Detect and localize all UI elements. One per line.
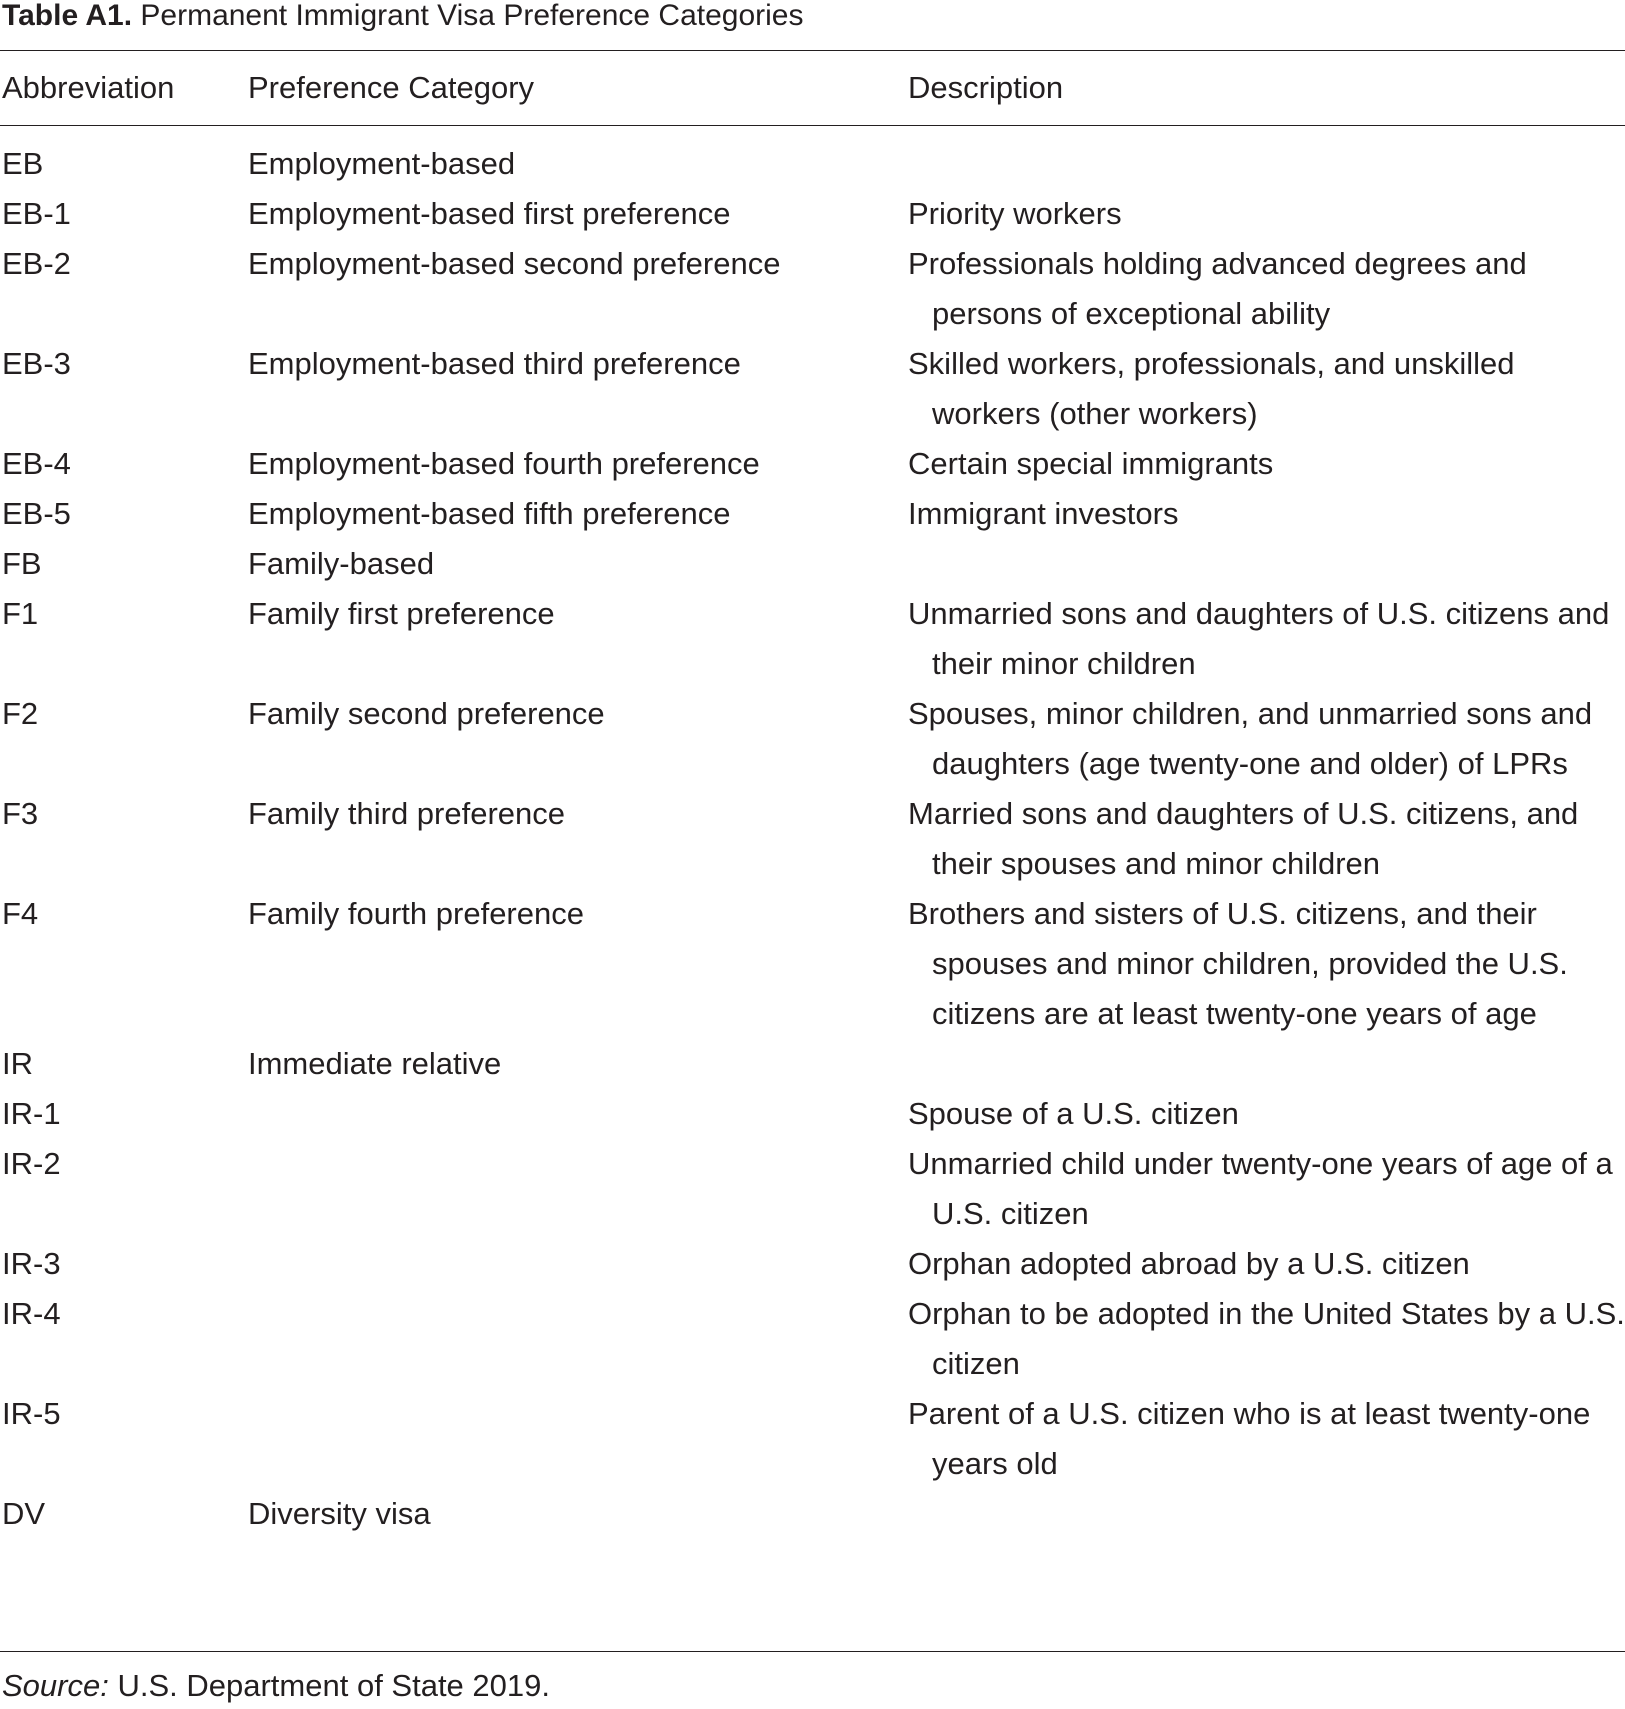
cell-abbreviation: EB-5: [2, 496, 71, 531]
cell-description: [908, 1039, 1625, 1089]
cell-description: Unmarried sons and daughters of U.S. citizens and their minor children: [908, 596, 1610, 681]
table-row: [0, 689, 1625, 789]
cell-description: Immigrant investors: [908, 496, 1179, 531]
cell-abbreviation: EB-2: [2, 246, 71, 281]
cell-description: [908, 139, 1625, 189]
table-row: [0, 1039, 1625, 1089]
cell-preference-category: Employment-based second preference: [248, 246, 781, 281]
cell-preference-category: Immediate relative: [248, 1046, 502, 1081]
cell-description: Skilled workers, professionals, and unskilled workers (other workers): [908, 346, 1515, 431]
cell-preference-category: Family third preference: [248, 796, 566, 831]
cell-abbreviation: F2: [2, 696, 39, 731]
table-body: [0, 139, 1625, 1539]
table-row: [0, 1289, 1625, 1389]
cell-abbreviation: DV: [2, 1496, 46, 1531]
source-text: U.S. Department of State 2019.: [117, 1668, 550, 1703]
cell-preference-category: [248, 1389, 908, 1489]
cell-preference-category: [248, 1239, 908, 1289]
cell-abbreviation: F1: [2, 596, 39, 631]
table-caption-title: Permanent Immigrant Visa Preference Categories: [140, 0, 804, 32]
cell-preference-category: Employment-based fifth preference: [248, 496, 731, 531]
cell-preference-category: Employment-based third preference: [248, 346, 741, 381]
table-top-rule: [0, 50, 1625, 51]
table-row: [0, 1239, 1625, 1289]
cell-abbreviation: IR-3: [2, 1246, 61, 1281]
cell-abbreviation: IR-4: [2, 1296, 61, 1331]
cell-description: Professionals holding advanced degrees and persons of exceptional ability: [908, 246, 1527, 331]
table-row: [0, 339, 1625, 439]
cell-preference-category: [248, 1089, 908, 1139]
table-header-rule: [0, 125, 1625, 126]
table-source-note: [2, 1666, 550, 1706]
cell-description: Spouse of a U.S. citizen: [908, 1096, 1239, 1131]
table-row: [0, 489, 1625, 539]
table-row: [0, 789, 1625, 889]
cell-description: Spouses, minor children, and unmarried sons and daughters (age twenty-one and older) of LPRs: [908, 696, 1593, 781]
cell-preference-category: Family-based: [248, 546, 435, 581]
cell-abbreviation: FB: [2, 546, 42, 581]
table-row: [0, 139, 1625, 189]
table-row: [0, 189, 1625, 239]
header-table: [0, 63, 1625, 113]
cell-preference-category: [248, 1139, 908, 1239]
column-header-description: Description: [908, 70, 1064, 105]
cell-preference-category: [248, 1289, 908, 1389]
table-row: [0, 439, 1625, 489]
table-row: [0, 889, 1625, 1039]
table-row: [0, 1389, 1625, 1489]
cell-preference-category: Employment-based: [248, 146, 516, 181]
table-row: [0, 539, 1625, 589]
cell-abbreviation: EB: [2, 146, 44, 181]
cell-preference-category: Family second preference: [248, 696, 605, 731]
cell-abbreviation: F3: [2, 796, 39, 831]
cell-description: Married sons and daughters of U.S. citizens, and their spouses and minor children: [908, 796, 1579, 881]
cell-abbreviation: F4: [2, 896, 39, 931]
cell-preference-category: Family first preference: [248, 596, 555, 631]
column-header-preference-category: Preference Category: [248, 70, 535, 105]
cell-abbreviation: IR: [2, 1046, 33, 1081]
column-header-abbreviation: Abbreviation: [2, 70, 175, 105]
cell-description: [908, 539, 1625, 589]
cell-abbreviation: EB-1: [2, 196, 71, 231]
cell-abbreviation: EB-4: [2, 446, 71, 481]
table-bottom-rule: [0, 1651, 1625, 1652]
cell-preference-category: Employment-based fourth preference: [248, 446, 760, 481]
cell-abbreviation: IR-5: [2, 1396, 61, 1431]
cell-description: Parent of a U.S. citizen who is at least twenty-one years old: [908, 1396, 1591, 1481]
cell-preference-category: Diversity visa: [248, 1496, 431, 1531]
table-header: [0, 63, 1625, 113]
cell-description: Unmarried child under twenty-one years of age of a U.S. citizen: [908, 1146, 1613, 1231]
cell-description: Certain special immigrants: [908, 446, 1274, 481]
source-label: Source:: [2, 1668, 109, 1703]
cell-preference-category: Employment-based first preference: [248, 196, 731, 231]
cell-abbreviation: IR-2: [2, 1146, 61, 1181]
cell-abbreviation: EB-3: [2, 346, 71, 381]
cell-description: Brothers and sisters of U.S. citizens, and their spouses and minor children, provided the U.S. citizens are at least twenty-one years of age: [908, 896, 1568, 1031]
body-table: [0, 139, 1625, 1539]
cell-abbreviation: IR-1: [2, 1096, 61, 1131]
cell-description: Orphan to be adopted in the United States by a U.S. citizen: [908, 1296, 1625, 1381]
cell-preference-category: Family fourth preference: [248, 896, 584, 931]
table-row: [0, 1139, 1625, 1239]
table-row: [0, 1489, 1625, 1539]
cell-description: Priority workers: [908, 196, 1122, 231]
table-row: [0, 1089, 1625, 1139]
table-caption-label: Table A1.: [2, 0, 133, 32]
cell-description: Orphan adopted abroad by a U.S. citizen: [908, 1246, 1470, 1281]
table-row: [0, 239, 1625, 339]
header-row: [0, 63, 1625, 113]
cell-description: [908, 1489, 1625, 1539]
table-caption: [2, 0, 803, 36]
table-row: [0, 589, 1625, 689]
